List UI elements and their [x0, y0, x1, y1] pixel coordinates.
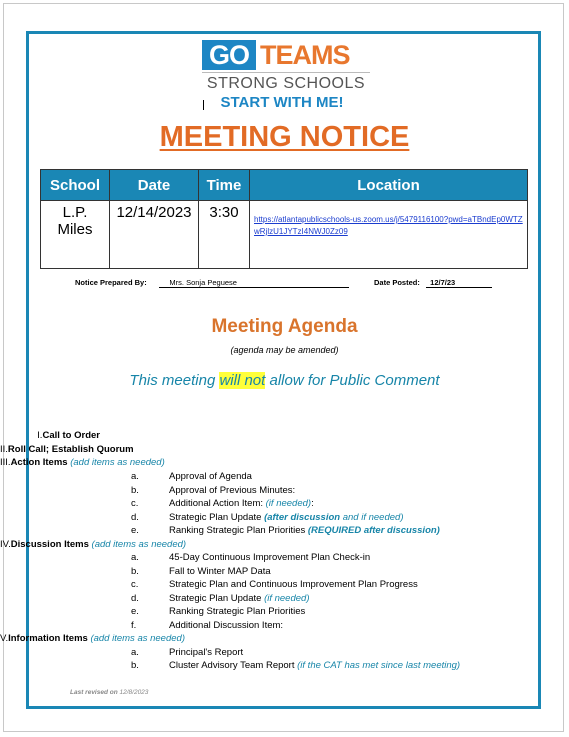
logo-divider	[202, 72, 370, 73]
section-label: Roll Call; Establish Quorum	[7, 444, 134, 455]
section-num: III.	[0, 457, 11, 468]
agenda-section-5	[0, 633, 185, 644]
prepared-by-name: Mrs. Sonja Peguese	[169, 278, 237, 287]
list-item-letter: d.	[131, 512, 139, 523]
page-title: MEETING NOTICE	[159, 121, 410, 153]
list-item-letter: a.	[131, 647, 139, 658]
list-item-letter: b.	[131, 660, 139, 671]
public-text-post: allow for Public Comment	[265, 372, 440, 389]
list-item: Ranking Strategic Plan Priorities	[169, 606, 306, 617]
revised-date: 12/8/2023	[119, 689, 149, 696]
item-note: (if the CAT has met since last meeting)	[297, 660, 461, 671]
list-item	[169, 525, 440, 536]
logo-tagline-2: START WITH ME!	[220, 94, 344, 111]
date-posted-value	[426, 278, 492, 288]
item-note: (if needed)	[264, 593, 310, 604]
list-item-letter: e.	[131, 525, 139, 536]
list-item	[169, 498, 314, 509]
goteams-logo	[202, 40, 372, 112]
cell-location	[250, 201, 528, 269]
list-item-letter: f.	[131, 620, 137, 631]
item-text: Approval of Previous Minutes:	[169, 485, 296, 496]
public-text-pre: This meeting	[129, 372, 220, 389]
item-text: Strategic Plan Update	[169, 593, 265, 604]
logo-go: GO	[202, 40, 256, 70]
item-text: Approval of Agenda	[169, 471, 252, 482]
header-date: Date	[110, 170, 199, 201]
list-item-letter: b.	[131, 485, 139, 496]
section-label: Action Items	[10, 457, 68, 468]
item-text: Ranking Strategic Plan Priorities	[169, 525, 308, 536]
agenda-section-2	[0, 444, 134, 455]
section-label: Information Items	[8, 633, 88, 644]
cell-date: 12/14/2023	[110, 201, 199, 269]
list-item: Additional Discussion Item:	[169, 620, 284, 631]
item-note: (REQUIRED after discussion)	[307, 525, 440, 536]
list-item	[169, 471, 252, 482]
section-note: (add items as needed)	[91, 539, 187, 550]
prepared-by-label: Notice Prepared By:	[75, 278, 147, 287]
item-note-2: and if needed)	[340, 512, 404, 523]
list-item: Principal's Report	[169, 647, 244, 658]
agenda-section-3	[0, 457, 165, 468]
list-item: Strategic Plan and Continuous Improvement Plan Progress	[169, 579, 418, 590]
agenda-section-1	[0, 430, 100, 441]
date-posted	[374, 278, 456, 287]
agenda-note: (agenda may be amended)	[230, 345, 339, 355]
agenda-title: Meeting Agenda	[211, 316, 358, 337]
zoom-link[interactable]: https://atlantapublicschools-us.zoom.us/j/5479116100?pwd=aTBndEp0WTZwRjlzU1JYTzI4NWJ0Zz09	[254, 215, 523, 236]
section-num: V.	[0, 633, 9, 644]
cell-time: 3:30	[199, 201, 250, 269]
list-item-letter: c.	[131, 579, 139, 590]
public-comment-notice	[0, 372, 569, 389]
item-text: Strategic Plan Update	[169, 512, 265, 523]
header-time: Time	[199, 170, 250, 201]
table-row	[41, 201, 528, 269]
header-school: School	[41, 170, 110, 201]
public-text-highlight: will not	[219, 372, 266, 389]
item-text: Additional Action Item:	[169, 498, 266, 509]
section-num: IV.	[0, 539, 11, 550]
header-location: Location	[250, 170, 528, 201]
list-item	[169, 660, 460, 671]
date-posted-label: Date Posted:	[374, 278, 420, 287]
logo-teams: TEAMS	[260, 40, 350, 70]
agenda-section-4	[0, 539, 187, 550]
section-label: Discussion Items	[10, 539, 89, 550]
section-note: (add items as needed)	[70, 457, 165, 468]
list-item-letter: d.	[131, 593, 139, 604]
date-posted-text: 12/7/23	[430, 278, 456, 287]
list-item-letter: a.	[131, 471, 139, 482]
prepared-by-value	[159, 278, 349, 288]
item-suffix: :	[311, 498, 314, 509]
item-text: Cluster Advisory Team Report	[169, 660, 298, 671]
item-note: (after discussion	[264, 512, 341, 523]
logo-tagline-1: STRONG SCHOOLS	[206, 75, 366, 92]
meeting-info-table	[40, 169, 528, 269]
list-item: 45-Day Continuous Improvement Plan Check-in	[169, 552, 371, 563]
list-item-letter: c.	[131, 498, 139, 509]
list-item	[169, 485, 295, 496]
revised-label: Last revised on	[70, 689, 118, 696]
item-note: (if needed)	[265, 498, 312, 509]
list-item	[169, 512, 403, 523]
list-item: Fall to Winter MAP Data	[169, 566, 271, 577]
table-header-row	[41, 170, 528, 201]
list-item	[169, 593, 309, 604]
cell-school: L.P. Miles	[41, 201, 110, 269]
list-item-letter: b.	[131, 566, 139, 577]
section-num: I.	[37, 430, 43, 441]
prepared-by	[75, 278, 237, 287]
section-label: Call to Order	[42, 430, 100, 441]
list-item-letter: a.	[131, 552, 139, 563]
section-num: II.	[0, 444, 8, 455]
list-item-letter: e.	[131, 606, 139, 617]
text-cursor	[203, 100, 204, 110]
last-revised	[70, 689, 148, 696]
section-note: (add items as needed)	[90, 633, 185, 644]
